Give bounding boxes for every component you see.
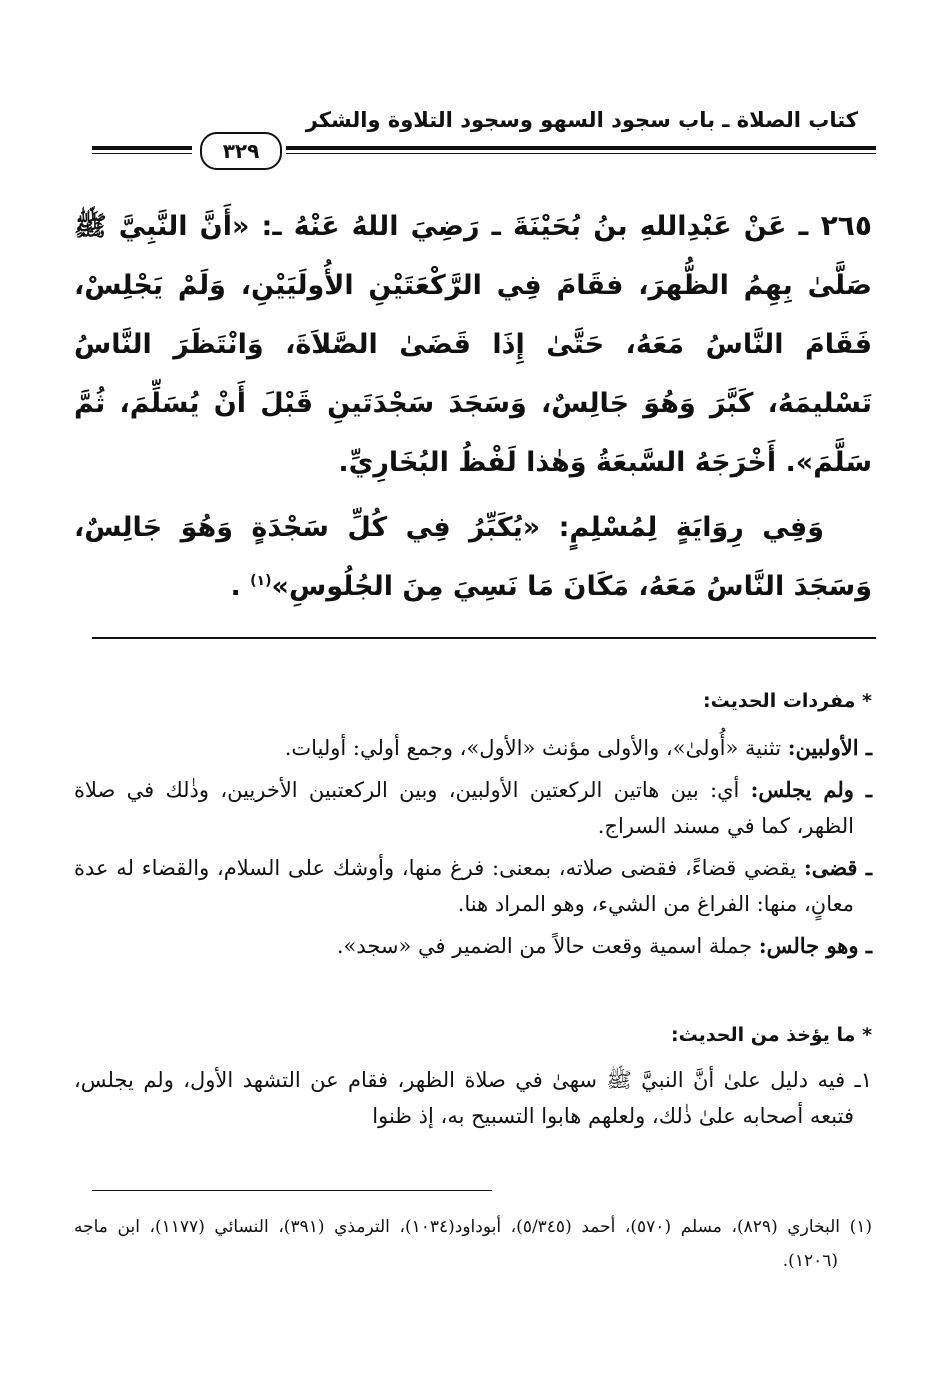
- vocabulary-entry: [74, 772, 872, 844]
- header-rule-right-thin: [286, 153, 876, 154]
- hadith-number: ٢٦٥ ـ: [798, 209, 872, 242]
- footnote-text: (١) البخاري (٨٢٩)، مسلم (٥٧٠)، أحمد (٥/٣٤٥)، أبوداود(١٠٣٤)، الترمذي (٣٩١)، النسائي (١١٧٧)، ابن ماجه (١٢٠٦).: [74, 1217, 873, 1271]
- header-rule-left-thin: [92, 153, 192, 154]
- vocabulary-term: ـ الأولبين:: [787, 735, 872, 760]
- lesson-entry: ١ـ فيه دليل علىٰ أنَّ النبيَّ ﷺ سهىٰ في صلاة الظهر، فقام عن التشهد الأول، ولم يجلس، فتبعه أصحابه علىٰ ذٰلك، ولعلهم هابوا التسبيح به، إذ ظنوا: [74, 1068, 872, 1128]
- header-rule-right: [286, 146, 876, 150]
- page-number: ٣٢٩: [200, 132, 282, 170]
- vocabulary-term: ـ وهو جالس:: [758, 933, 872, 958]
- hadith-variant: وَفِي رِوَايَةٍ لِمُسْلِمٍ: «يُكَبِّرُ فِي كُلِّ سَجْدَةٍ وَهُوَ جَالِسٌ، وَسَجَدَ النَّاسُ مَعَهُ، مَكَانَ مَا نَسِيَ مِنَ الجُلُوسِ»: [74, 512, 872, 602]
- vocabulary-definition: تثنية «أُولىٰ»، والأولى مؤنث «الأول»، وجمع أولي: أوليات.: [284, 736, 788, 760]
- lessons-list: [74, 1062, 872, 1140]
- vocabulary-entry: [74, 928, 872, 964]
- vocabulary-entry: [74, 850, 872, 922]
- footnote: [74, 1210, 872, 1278]
- hadith-text: عَنْ عَبْدِاللهِ بنُ بُحَيْنَةَ ـ رَضِيَ اللهُ عَنْهُ ـ: «أَنَّ النَّبِيَّ ﷺ صَلَّىٰ بِهِمُ الظُّهرَ، فقَامَ فِي الرَّكْعَتَيْنِ الأُولَيَيْنِ، وَلَمْ يَجْلِسْ، فَقَامَ النَّاسُ مَعَهُ، حَتَّىٰ إِذَا قَضَىٰ الصَّلاَةَ، وَانْتَظَرَ النَّاسُ تَسْليمَهُ، كَبَّرَ وَهُوَ جَالِسٌ، وَسَجَدَ سَجْدَتَينِ قَبْلَ أَنْ يُسَلِّمَ، ثُمَّ سَلَّمَ». أَخْرَجَهُ السَّبعَةُ وَهٰذا لَفْظُ البُخَارِيِّ.: [74, 211, 872, 478]
- vocabulary-entry: [74, 730, 872, 766]
- hadith-text-block: [74, 196, 872, 616]
- vocabulary-list: [74, 730, 872, 970]
- vocabulary-heading: * مفردات الحديث:: [703, 690, 872, 712]
- vocabulary-term: ـ ولم يجلس:: [750, 777, 872, 802]
- section-separator: [92, 637, 876, 639]
- footnote-marker[interactable]: (١): [250, 573, 272, 589]
- footnote-rule: [92, 1190, 492, 1191]
- vocabulary-definition: يقضي قضاءً، فقضى صلاته، بمعنى: فرغ منها، وأوشك على السلام، والقضاء له عدة معانٍ، منها: الفراغ من الشيء، وهو المراد هنا.: [74, 856, 854, 916]
- vocabulary-term: ـ قضى:: [803, 855, 872, 880]
- running-title: كتاب الصلاة ـ باب سجود السهو وسجود التلاوة والشكر: [305, 108, 858, 132]
- header-rule-left: [92, 146, 192, 150]
- vocabulary-definition: جملة اسمية وقعت حالاً من الضمير في «سجد».: [336, 934, 759, 958]
- lessons-heading: * ما يؤخذ من الحديث:: [670, 1024, 872, 1046]
- vocabulary-definition: أي: بين هاتين الركعتين الأولبين، وبين الركعتبين الأخريين، وذٰلك في صلاة الظهر، كما في مسند السراج.: [74, 778, 854, 838]
- variant-end: .: [230, 571, 251, 602]
